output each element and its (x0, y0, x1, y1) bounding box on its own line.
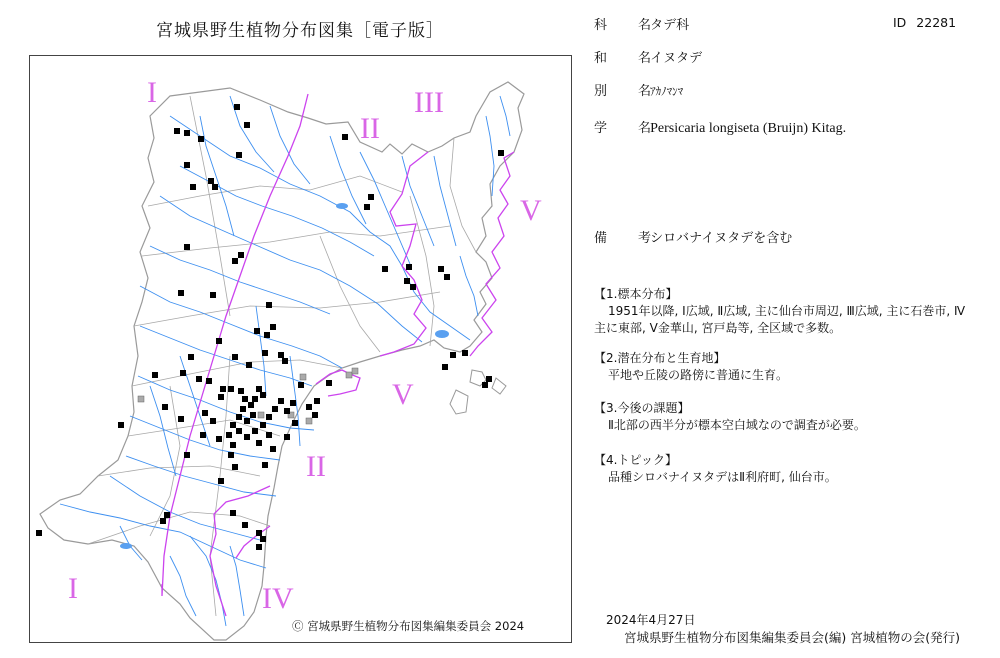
publisher: 宮城県野生植物分布図集編集委員会(編) 宮城植物の会(発行) (624, 630, 960, 645)
family-label: 科 名 (594, 18, 661, 33)
section-heading: 【1.標本分布】 (594, 287, 678, 301)
scientific-name-row (594, 117, 846, 137)
region-label-V-north: V (520, 194, 542, 227)
region-label-I-south: I (68, 572, 78, 605)
section-topic (594, 452, 974, 486)
island (450, 390, 468, 414)
region-label-III: III (414, 86, 444, 119)
note-label: 備 考 (594, 231, 661, 246)
section-potential-habitat (594, 350, 974, 384)
note-row (594, 227, 792, 246)
lake (336, 203, 348, 209)
family-row (594, 14, 689, 33)
map-copyright: Ⓒ 宮城県野生植物分布図集編集委員会 2024 (292, 619, 525, 633)
section-body: 1951年以降, Ⅰ広域, Ⅱ広域, 主に仙台市周辺, Ⅲ広域, 主に石巻市, Ⅳ主に東部, Ⅴ金華山, 宮戸島等, 全区域で多数。 (594, 304, 966, 335)
section-body: Ⅱ北部の西半分が標本空白域なので調査が必要。 (608, 418, 866, 432)
alias-value: ｱｶﾉﾏﾝﾏ (650, 85, 684, 98)
section-body: 平地や丘陵の路傍に普通に生育。 (608, 368, 789, 382)
id-value: 22281 (916, 15, 957, 30)
section-body: 品種シロバナイヌタデはⅡ利府町, 仙台市。 (608, 470, 837, 484)
lake (120, 543, 132, 549)
map-canvas (30, 56, 572, 643)
scientific-name-value: Persicaria longiseta (Bruijn) Kitag. (650, 121, 847, 136)
alias-label: 別 名 (594, 84, 661, 99)
japanese-name-value: イヌタデ (650, 51, 703, 66)
section-heading: 【2.潜在分布と生育地】 (594, 351, 726, 365)
region-label-IV: IV (262, 582, 294, 615)
region-label-II-north: II (360, 112, 380, 145)
japanese-name-label: 和 名 (594, 51, 661, 66)
region-label-II-east: II (306, 450, 326, 483)
region-label-V-south: V (392, 378, 414, 411)
section-future-tasks (594, 400, 974, 434)
island (492, 378, 506, 394)
alias-row (594, 80, 683, 99)
section-specimen-distribution (594, 286, 974, 337)
family-value: タデ科 (650, 18, 690, 33)
japanese-name-row (594, 47, 702, 66)
record-id (893, 15, 956, 30)
section-heading: 【3.今後の課題】 (594, 401, 690, 415)
lake (435, 330, 449, 338)
note-value: シロバナイヌタデを含む (650, 231, 793, 246)
scientific-name-label: 学 名 (594, 121, 661, 136)
section-heading: 【4.トピック】 (594, 453, 677, 467)
publication-date: 2024年4月27日 (606, 613, 696, 627)
region-label-I-north: I (147, 76, 157, 109)
distribution-map (29, 55, 572, 643)
id-label: ID (893, 15, 907, 30)
page-title: 宮城県野生植物分布図集［電子版］ (156, 21, 444, 41)
